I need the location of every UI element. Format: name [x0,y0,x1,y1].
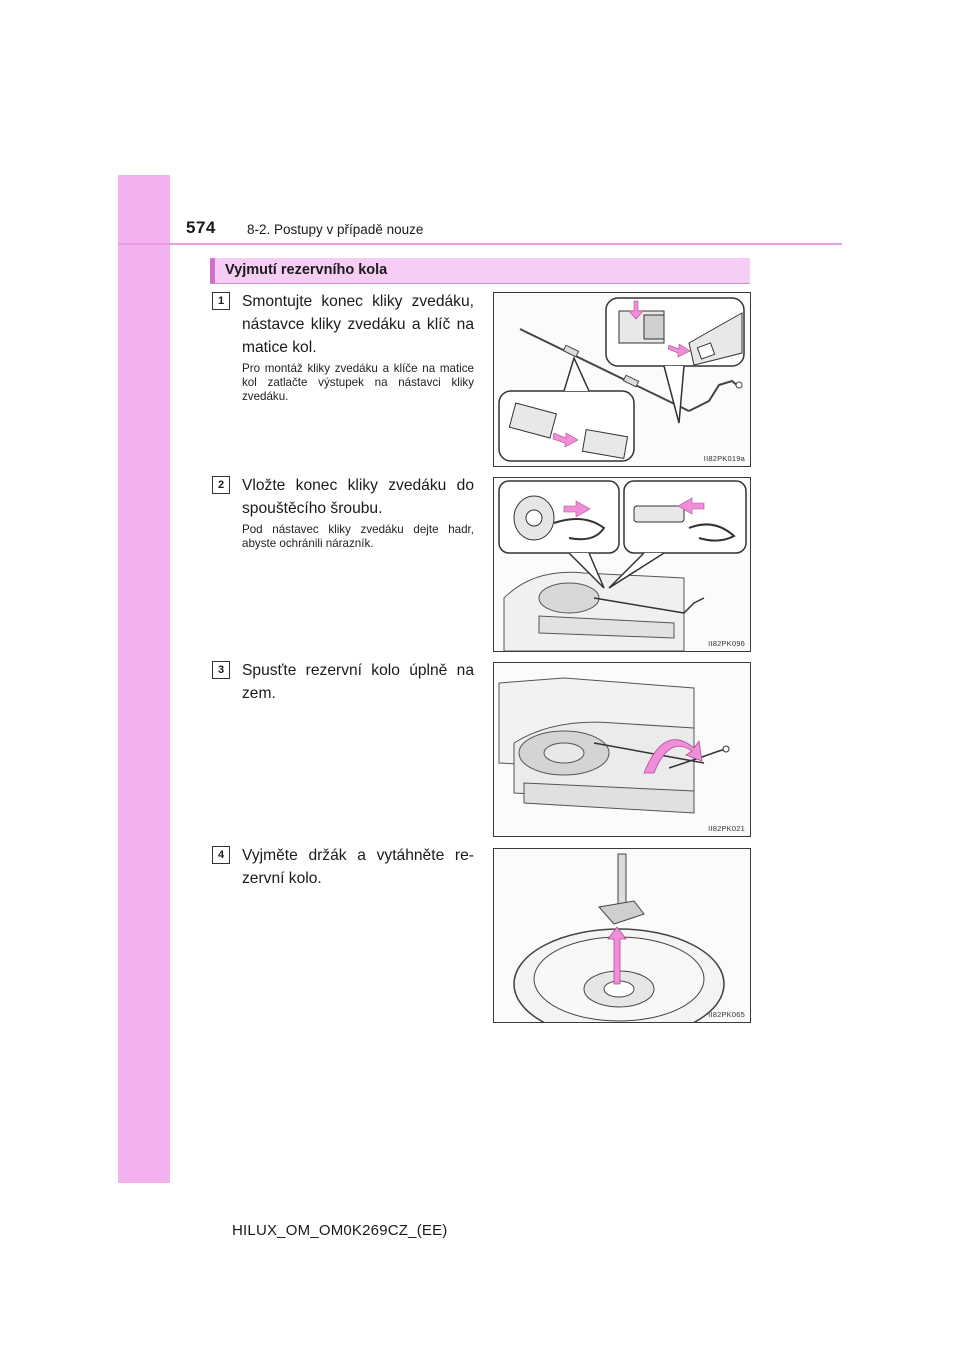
step-3-number: 3 [212,661,230,679]
step-4-text: Vyjměte držák a vytáhněte re-zervní kolo. [242,847,474,887]
page-number: 574 [186,218,216,237]
step-1-figure [493,292,751,467]
step-4-number: 4 [212,846,230,864]
section-heading-accent [210,258,215,283]
jack-handle-insertion-illustration [494,478,750,651]
step-2-text: Vložte konec kliky zvedáku do spouštěcího šroubu. [242,477,474,517]
header-divider [118,243,842,245]
step-3-figure [493,662,751,837]
step-2-number: 2 [212,476,230,494]
figure-code: II82PK065 [708,1010,745,1019]
step-1-note: Pro montáž kliky zvedáku a klíče na matice kol zatlačte výstupek na nástavci kliky zvedáku. [242,362,474,403]
step-4-figure [493,848,751,1023]
step-1-text: Smontujte konec kliky zvedáku, nástavce kliky zvedáku a klíč na matice kol. [242,293,474,356]
jack-handle-assembly-illustration [494,293,750,466]
figure-code: II82PK021 [708,824,745,833]
step-3-text: Spusťte rezervní kolo úplně na zem. [242,662,474,702]
document-id-footer: HILUX_OM_OM0K269CZ_(EE) [232,1222,448,1239]
section-heading [210,258,750,284]
section-heading-text: Vyjmutí rezervního kola [225,262,388,278]
figure-code: II82PK096 [708,639,745,648]
step-2-figure [493,477,751,652]
step-1-number: 1 [212,292,230,310]
figure-code: II82PK019a [703,454,745,463]
remove-holder-spare-tire-illustration [494,849,750,1022]
lower-spare-tire-illustration [494,663,750,836]
step-2-note: Pod nástavec kliky zvedáku dejte hadr, abyste ochránili nárazník. [242,523,474,550]
chapter-title: 8-2. Postupy v případě nouze [247,222,424,237]
chapter-side-tab [118,175,170,1183]
